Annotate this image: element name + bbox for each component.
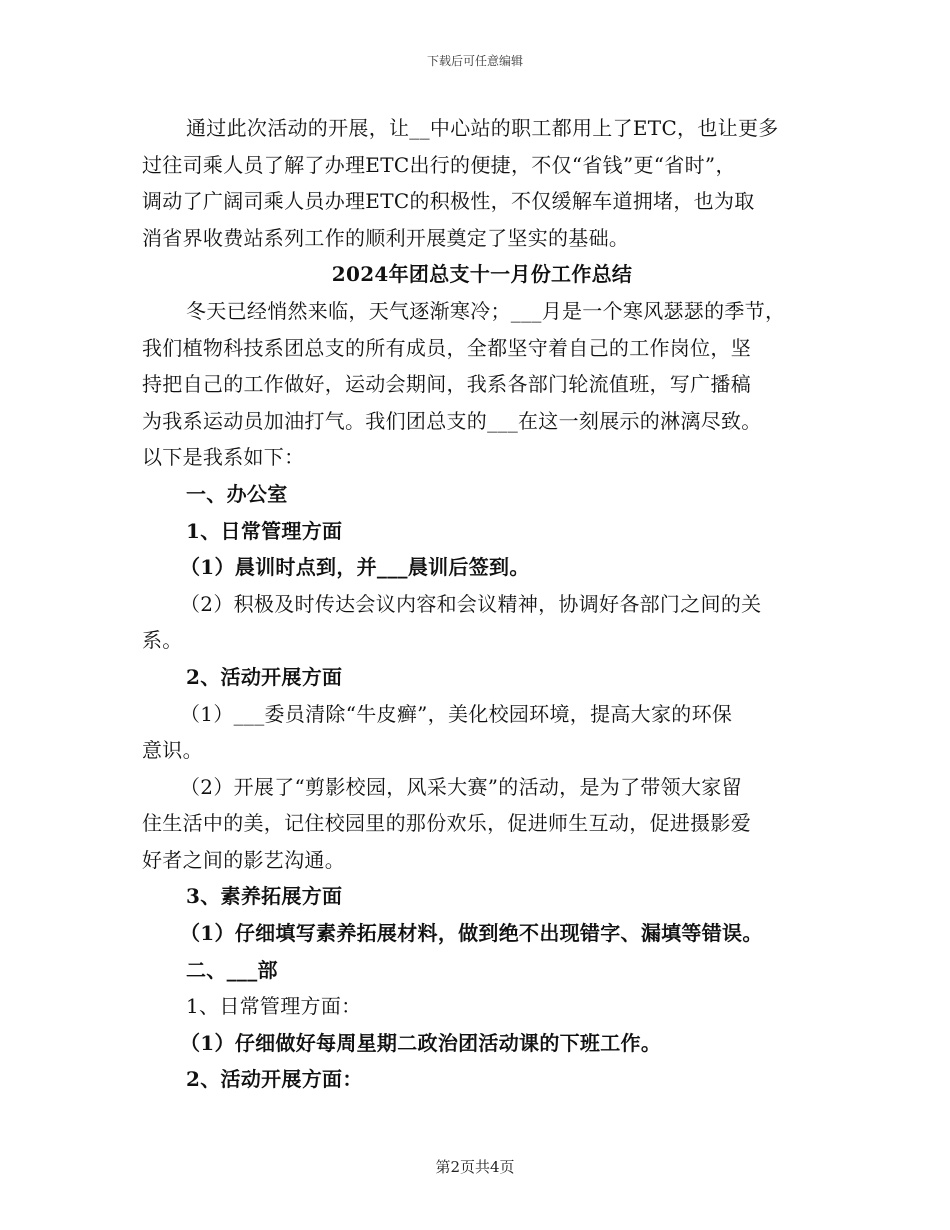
intro-line: 冬天已经悄然来临，天气逐渐寒冷；___月是一个寒风瑟瑟的季节， xyxy=(186,298,786,323)
section-heading: 一、办公室 xyxy=(186,481,288,506)
paragraph-line: 消省界收费站系列工作的顺利开展奠定了坚实的基础。 xyxy=(142,225,630,250)
list-item: （1）___委员清除“牛皮癣”，美化校园环境，提高大家的环保 xyxy=(180,701,733,726)
subsection-heading: 2、活动开展方面 xyxy=(186,664,343,689)
subsection-heading: 3、素养拓展方面 xyxy=(186,884,343,909)
paragraph-line: 调动了广阔司乘人员办理ETC的积极性，不仅缓解车道拥堵，也为取 xyxy=(142,189,755,214)
document-body xyxy=(142,110,822,1098)
list-item: （1）仔细填写素养拓展材料，做到绝不出现错字、漏填等错误。 xyxy=(180,921,763,946)
section-heading: 二、___部 xyxy=(186,957,278,982)
list-item-continuation: 系。 xyxy=(142,628,183,653)
list-item: （1）晨训时点到，并___晨训后签到。 xyxy=(180,555,530,580)
intro-line: 以下是我系如下： xyxy=(142,445,305,470)
intro-line: 我们植物科技系团总支的所有成员，全都坚守着自己的工作岗位，坚 xyxy=(142,335,751,360)
subsection-heading: 1、日常管理方面： xyxy=(186,994,362,1019)
document-title: 2024年团总支十一月份工作总结 xyxy=(331,262,633,287)
paragraph-line: 过往司乘人员了解了办理ETC出行的便捷，不仅“省钱”更“省时”， xyxy=(142,152,736,177)
list-item: （1）仔细做好每周星期二政治团活动课的下班工作。 xyxy=(180,1030,662,1055)
intro-line: 为我系运动员加油打气。我们团总支的___在这一刻展示的淋漓尽致。 xyxy=(142,408,762,433)
page-number: 第2页共4页 xyxy=(435,1158,515,1176)
list-item-continuation: 意识。 xyxy=(142,738,203,763)
page-header-note: 下载后可任意编辑 xyxy=(426,54,523,68)
list-item: （2）积极及时传达会议内容和会议精神，协调好各部门之间的关 xyxy=(180,591,762,616)
intro-line: 持把自己的工作做好，运动会期间，我系各部门轮流值班，写广播稿 xyxy=(142,372,751,397)
list-item-continuation: 住生活中的美，记住校园里的那份欢乐，促进师生互动，促进摄影爱 xyxy=(142,811,751,836)
list-item: （2）开展了“剪影校园，风采大赛”的活动，是为了带领大家留 xyxy=(180,774,742,799)
list-item-continuation: 好者之间的影艺沟通。 xyxy=(142,847,345,872)
subsection-heading: 1、日常管理方面 xyxy=(186,518,343,543)
paragraph-line: 通过此次活动的开展，让__中心站的职工都用上了ETC，也让更多 xyxy=(186,116,779,140)
subsection-heading: 2、活动开展方面： xyxy=(186,1067,363,1092)
